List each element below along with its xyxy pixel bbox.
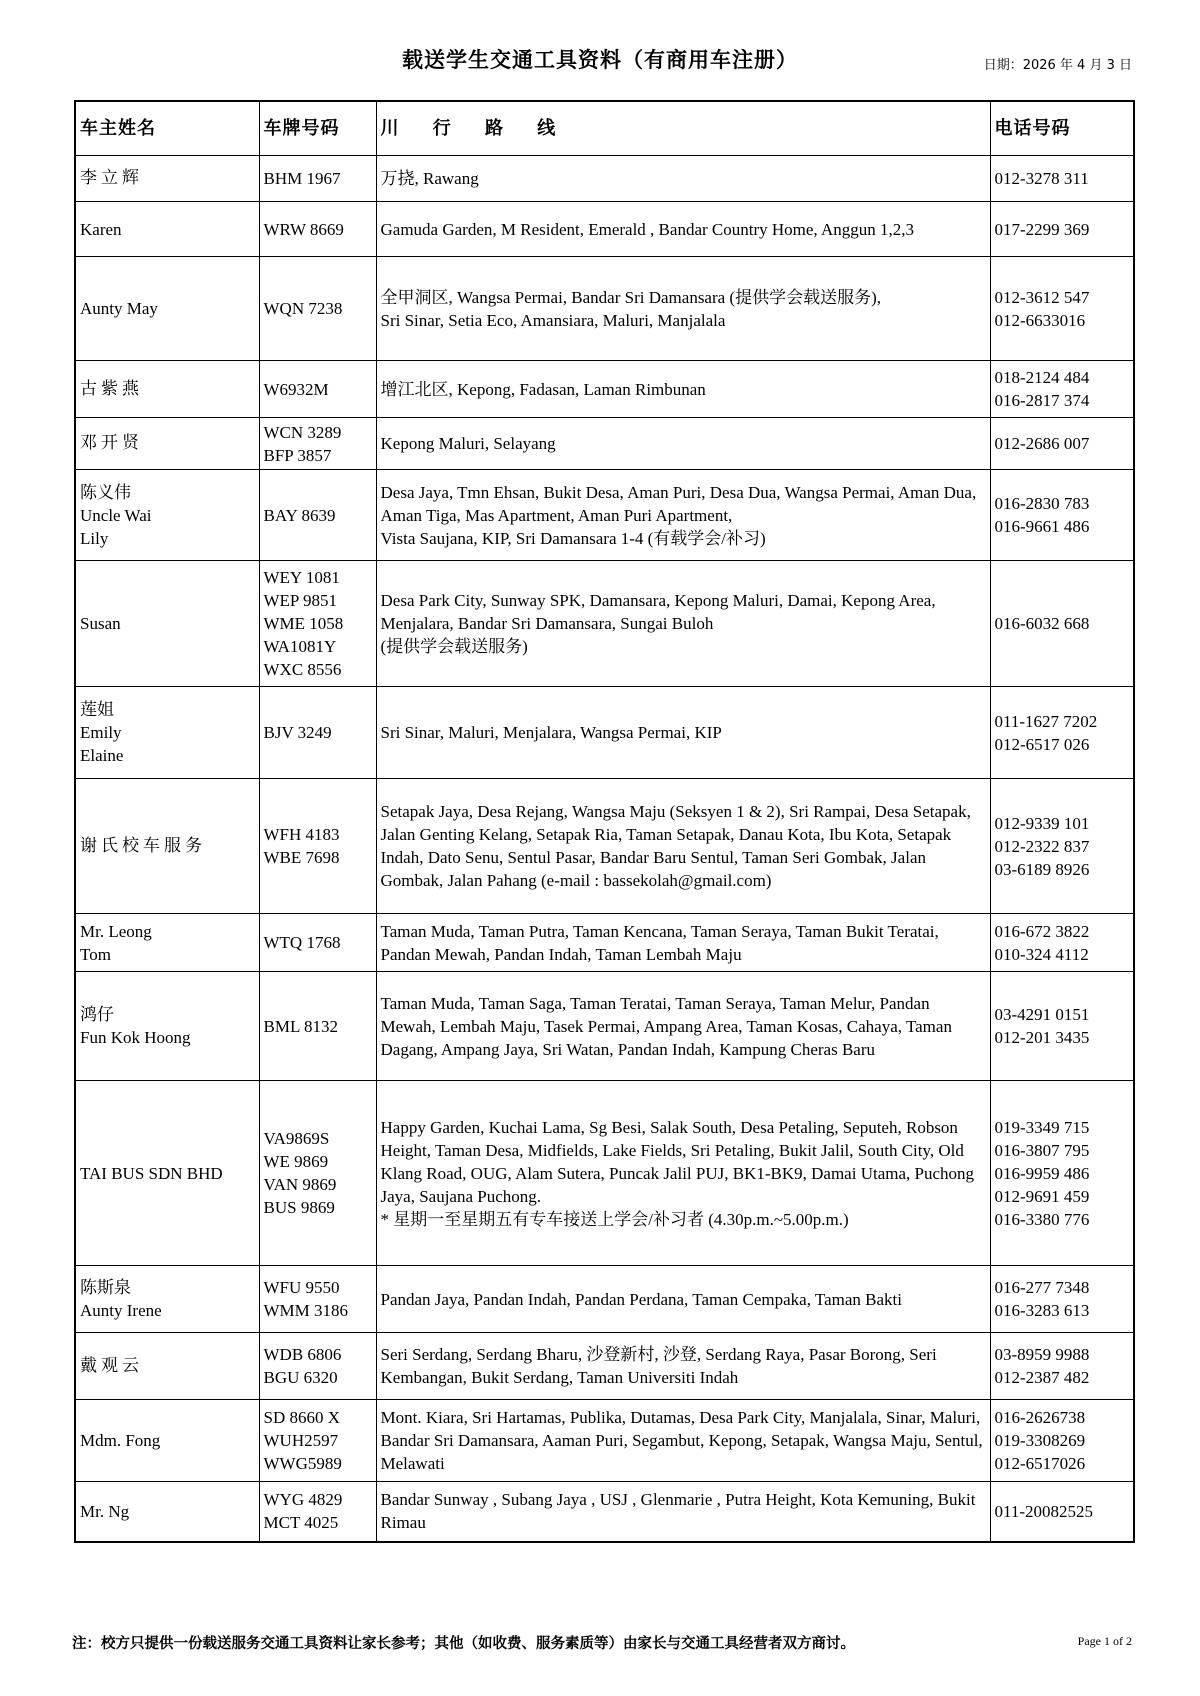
route-cell: 增江北区, Kepong, Fadasan, Laman Rimbunan: [376, 361, 990, 418]
plate-cell: WYG 4829 MCT 4025: [259, 1482, 376, 1542]
plate-cell: W6932M: [259, 361, 376, 418]
route-cell: Taman Muda, Taman Saga, Taman Teratai, Taman Seraya, Taman Melur, Pandan Mewah, Lembah Maju, Tasek Permai, Ampang Area, Taman Kosas, Cahaya, Taman Dagang, Ampang Jaya, Sri Watan, Pandan Indah, Kampung Cheras Baru: [376, 972, 990, 1081]
phone-cell: 016-2830 783 016-9661 486: [990, 470, 1134, 561]
owner-cell: Susan: [75, 561, 259, 687]
table-row: [75, 361, 1134, 418]
page-number: Page 1 of 2: [1077, 1634, 1132, 1648]
owner-cell: 古紫燕: [75, 361, 259, 418]
phone-cell: 016-672 3822 010-324 4112: [990, 914, 1134, 972]
owner-cell: Mr. Ng: [75, 1482, 259, 1542]
table-header-row: [75, 101, 1134, 156]
plate-cell: WQN 7238: [259, 257, 376, 361]
owner-cell: 李立辉: [75, 156, 259, 202]
phone-cell: 03-4291 0151 012-201 3435: [990, 972, 1134, 1081]
plate-cell: BML 8132: [259, 972, 376, 1081]
plate-cell: BJV 3249: [259, 687, 376, 779]
table-row: [75, 1333, 1134, 1400]
route-cell: Happy Garden, Kuchai Lama, Sg Besi, Salak South, Desa Petaling, Seputeh, Robson Height, Taman Desa, Midfields, Lake Fields, Sri Petaling, Bukit Jalil, South City, Old Klang Road, OUG, Alam Sutera, Puncak Jalil PUJ, BK1-BK9, Damai Utama, Puchong Jaya, Saujana Puchong. * 星期一至星期五有专车接送上学会/补习者 (4.30p.m.~5.00p.m.): [376, 1081, 990, 1266]
phone-cell: 012-3278 311: [990, 156, 1134, 202]
plate-cell: WEY 1081 WEP 9851 WME 1058 WA1081Y WXC 8556: [259, 561, 376, 687]
route-cell: Setapak Jaya, Desa Rejang, Wangsa Maju (Seksyen 1 & 2), Sri Rampai, Desa Setapak, Jalan Genting Kelang, Setapak Ria, Taman Setapak, Danau Kota, Ibu Kota, Setapak Indah, Dato Senu, Sentul Pasar, Bandar Baru Sentul, Taman Seri Gombak, Jalan Gombak, Jalan Pahang (e-mail : bassekolah@gmail.com): [376, 779, 990, 914]
table-row: [75, 418, 1134, 470]
owner-cell: Karen: [75, 202, 259, 257]
table-row: [75, 779, 1134, 914]
table-row: [75, 972, 1134, 1081]
table-row: [75, 1266, 1134, 1333]
table-row: [75, 914, 1134, 972]
plate-cell: WTQ 1768: [259, 914, 376, 972]
owner-cell: TAI BUS SDN BHD: [75, 1081, 259, 1266]
route-cell: Gamuda Garden, M Resident, Emerald , Bandar Country Home, Anggun 1,2,3: [376, 202, 990, 257]
route-cell: Desa Park City, Sunway SPK, Damansara, Kepong Maluri, Damai, Kepong Area, Menjalara, Bandar Sri Damansara, Sungai Buloh (提供学会载送服务): [376, 561, 990, 687]
column-header-plate: 车牌号码: [259, 101, 376, 156]
route-cell: Bandar Sunway , Subang Jaya , USJ , Glenmarie , Putra Height, Kota Kemuning, Bukit Rimau: [376, 1482, 990, 1542]
phone-cell: 012-9339 101 012-2322 837 03-6189 8926: [990, 779, 1134, 914]
table-row: [75, 687, 1134, 779]
route-cell: Desa Jaya, Tmn Ehsan, Bukit Desa, Aman Puri, Desa Dua, Wangsa Permai, Aman Dua, Aman Tiga, Mas Apartment, Aman Puri Apartment, Vista Saujana, KIP, Sri Damansara 1-4 (有载学会/补习): [376, 470, 990, 561]
plate-cell: WDB 6806 BGU 6320: [259, 1333, 376, 1400]
route-cell: Seri Serdang, Serdang Bharu, 沙登新村, 沙登, Serdang Raya, Pasar Borong, Seri Kembangan, Bukit Serdang, Taman Universiti Indah: [376, 1333, 990, 1400]
footer-note: 注：校方只提供一份载送服务交通工具资料让家长参考；其他（如收费、服务素质等）由家长与交通工具经营者双方商讨。: [72, 1636, 855, 1652]
plate-cell: BHM 1967: [259, 156, 376, 202]
table-row: [75, 1081, 1134, 1266]
phone-cell: 019-3349 715 016-3807 795 016-9959 486 012-9691 459 016-3380 776: [990, 1081, 1134, 1266]
owner-cell: 谢氏校车服务: [75, 779, 259, 914]
column-header-route: 川 行 路 线: [376, 101, 990, 156]
plate-cell: WFU 9550 WMM 3186: [259, 1266, 376, 1333]
route-cell: 万挠, Rawang: [376, 156, 990, 202]
owner-cell: Aunty May: [75, 257, 259, 361]
route-cell: Mont. Kiara, Sri Hartamas, Publika, Dutamas, Desa Park City, Manjalala, Sinar, Maluri, Bandar Sri Damansara, Aaman Puri, Segambut, Kepong, Setapak, Wangsa Maju, Sentul, Melawati: [376, 1400, 990, 1482]
plate-cell: VA9869S WE 9869 VAN 9869 BUS 9869: [259, 1081, 376, 1266]
owner-cell: 陈义伟 Uncle Wai Lily: [75, 470, 259, 561]
route-cell: Kepong Maluri, Selayang: [376, 418, 990, 470]
table-row: [75, 1400, 1134, 1482]
page-title: 载送学生交通工具资料（有商用车注册）: [402, 48, 798, 72]
phone-cell: 011-20082525: [990, 1482, 1134, 1542]
table-row: [75, 470, 1134, 561]
column-header-owner: 车主姓名: [75, 101, 259, 156]
owner-cell: 鸿仔 Fun Kok Hoong: [75, 972, 259, 1081]
plate-cell: BAY 8639: [259, 470, 376, 561]
phone-cell: 016-2626738 019-3308269 012-6517026: [990, 1400, 1134, 1482]
transport-table: [74, 100, 1135, 1543]
phone-cell: 03-8959 9988 012-2387 482: [990, 1333, 1134, 1400]
plate-cell: WFH 4183 WBE 7698: [259, 779, 376, 914]
phone-cell: 017-2299 369: [990, 202, 1134, 257]
column-header-phone: 电话号码: [990, 101, 1134, 156]
phone-cell: 018-2124 484 016-2817 374: [990, 361, 1134, 418]
owner-cell: 戴观云: [75, 1333, 259, 1400]
document-date: 日期：2026 年 4 月 3 日: [983, 58, 1132, 73]
phone-cell: 016-6032 668: [990, 561, 1134, 687]
phone-cell: 016-277 7348 016-3283 613: [990, 1266, 1134, 1333]
phone-cell: 012-3612 547 012-6633016: [990, 257, 1134, 361]
table-row: [75, 1482, 1134, 1542]
phone-cell: 012-2686 007: [990, 418, 1134, 470]
phone-cell: 011-1627 7202 012-6517 026: [990, 687, 1134, 779]
route-cell: Sri Sinar, Maluri, Menjalara, Wangsa Permai, KIP: [376, 687, 990, 779]
route-cell: 全甲洞区, Wangsa Permai, Bandar Sri Damansara (提供学会载送服务), Sri Sinar, Setia Eco, Amansiara, Maluri, Manjalala: [376, 257, 990, 361]
plate-cell: WCN 3289 BFP 3857: [259, 418, 376, 470]
table-row: [75, 156, 1134, 202]
plate-cell: SD 8660 X WUH2597 WWG5989: [259, 1400, 376, 1482]
table-row: [75, 561, 1134, 687]
table-row: [75, 257, 1134, 361]
owner-cell: 邓开贤: [75, 418, 259, 470]
route-cell: Pandan Jaya, Pandan Indah, Pandan Perdana, Taman Cempaka, Taman Bakti: [376, 1266, 990, 1333]
owner-cell: 陈斯泉 Aunty Irene: [75, 1266, 259, 1333]
owner-cell: Mdm. Fong: [75, 1400, 259, 1482]
owner-cell: 莲姐 Emily Elaine: [75, 687, 259, 779]
plate-cell: WRW 8669: [259, 202, 376, 257]
table-row: [75, 202, 1134, 257]
owner-cell: Mr. Leong Tom: [75, 914, 259, 972]
route-cell: Taman Muda, Taman Putra, Taman Kencana, Taman Seraya, Taman Bukit Teratai, Pandan Mewah, Pandan Indah, Taman Lembah Maju: [376, 914, 990, 972]
